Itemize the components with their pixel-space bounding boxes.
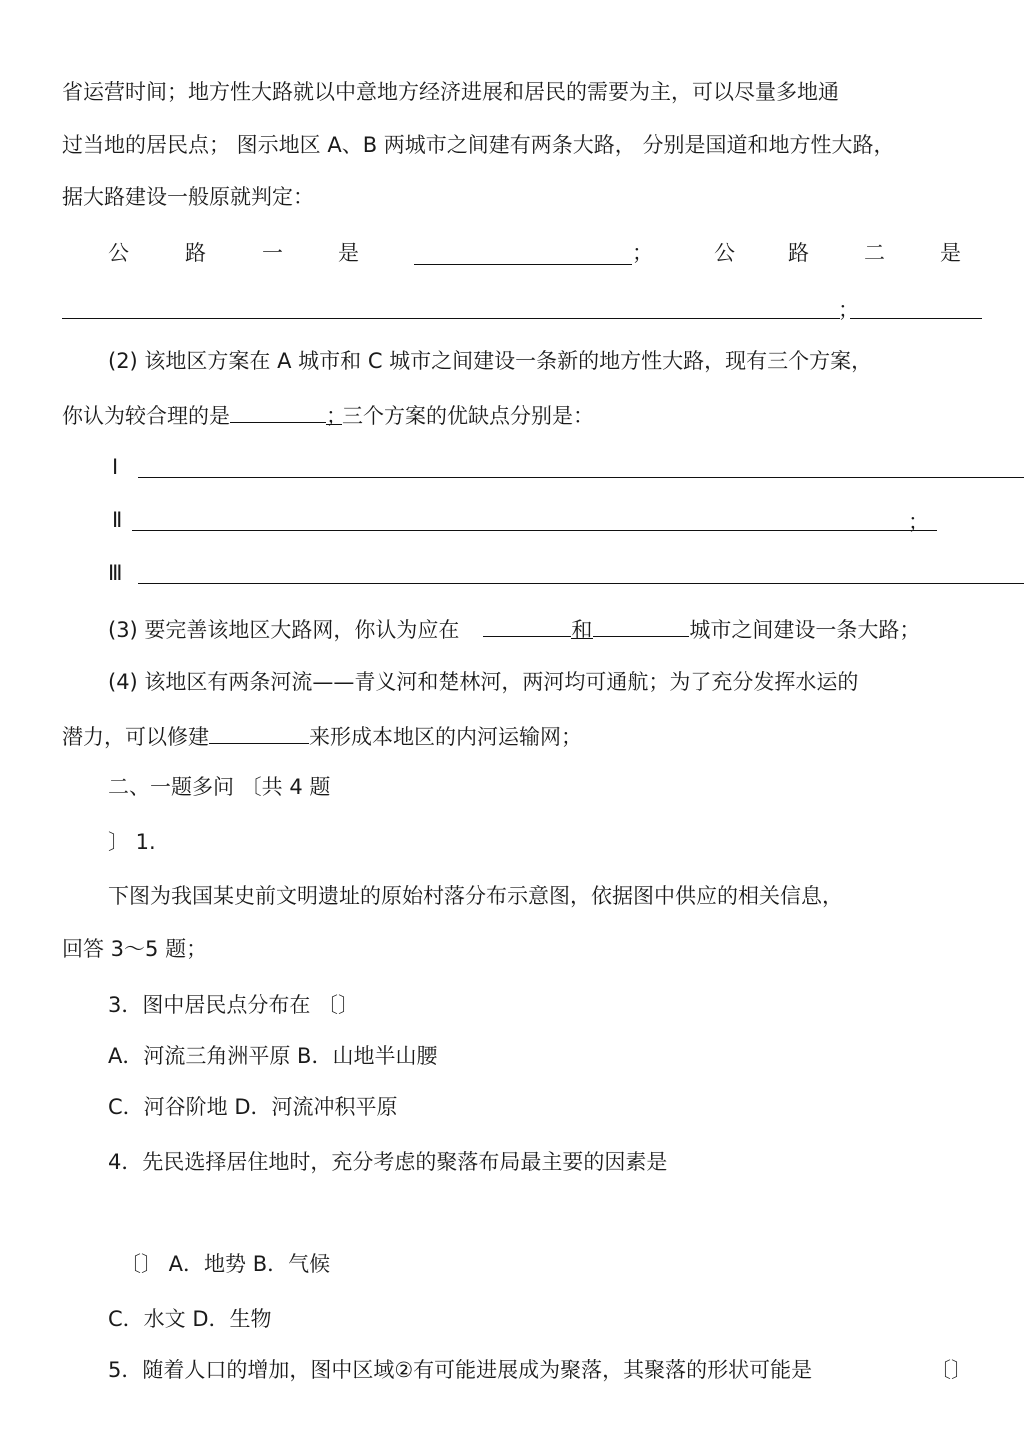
answer-blank-option-III[interactable]	[138, 583, 1024, 584]
mc-question-4: 4．先民选择居住地时，充分考虑的聚落布局最主要的因素是	[108, 1150, 668, 1174]
road1-char: 公	[108, 241, 129, 265]
question-3-suffix: 城市之间建设一条大路；	[689, 618, 921, 642]
section-subheading: 〕 1.	[108, 830, 156, 854]
answer-blank-city2[interactable]	[593, 614, 689, 637]
question-4-suffix: 来形成本地区的内河运输网；	[309, 725, 582, 749]
option-label-I: Ⅰ	[112, 455, 119, 479]
answer-blank-plan[interactable]	[230, 400, 326, 423]
answer-blank-option-II[interactable]	[132, 530, 937, 531]
question-4-line: (4) 该地区有两条河流——青义河和楚林河，两河均可通航；为了充分发挥水运的	[108, 670, 859, 694]
road1-char: 是	[338, 241, 359, 265]
option-label-II: Ⅱ	[112, 508, 123, 532]
mc-options: C．水文 D．生物	[108, 1307, 272, 1331]
answer-blank-canal[interactable]	[209, 721, 309, 744]
answer-blank-road1[interactable]	[414, 264, 632, 265]
road2-char: 是	[940, 241, 961, 265]
question-3-line	[108, 614, 920, 644]
answer-blank-road2[interactable]	[62, 318, 840, 319]
option-label-III: Ⅲ	[108, 561, 123, 585]
semicolon: ；	[908, 510, 929, 534]
semicolon: ；	[632, 241, 653, 265]
paragraph-line: 省运营时间；地方性大路就以中意地方经济进展和居民的需要为主，可以尽量多地通	[62, 80, 839, 104]
road-question-line	[0, 239, 1024, 267]
question-3-prompt: (3) 要完善该地区大路网，你认为应在	[108, 618, 460, 642]
question-2-line: (2) 该地区方案在 A 城市和 C 城市之间建设一条新的地方性大路，现有三个方案，	[108, 349, 873, 373]
paragraph-line: 过当地的居民点； 图示地区 A、B 两城市之间建有两条大路， 分别是国道和地方性大路，	[62, 133, 895, 157]
answer-blank-city1[interactable]	[483, 614, 571, 637]
mc-question-5: 5．随着人口的增加，图中区域②有可能进展成为聚落，其聚落的形状可能是	[108, 1358, 813, 1382]
question-4-prompt: 潜力，可以修建	[62, 725, 209, 749]
road2-char: 公	[714, 241, 735, 265]
road1-char: 一	[262, 241, 283, 265]
road2-char: 二	[864, 241, 885, 265]
mc-question-3: 3．图中居民点分布在 〔〕	[108, 993, 360, 1017]
answer-bracket: 〔〕	[930, 1358, 972, 1382]
intro-line: 下图为我国某史前文明遗址的原始村落分布示意图，依据图中供应的相关信息，	[108, 884, 843, 908]
question-2-prompt: 三个方案的优缺点分别是：	[342, 404, 594, 428]
mc-options: A．河流三角洲平原 B．山地半山腰	[108, 1044, 438, 1068]
road1-char: 路	[185, 241, 206, 265]
section-heading: 二、一题多问 〔共 4 题	[108, 775, 331, 799]
road2-char: 路	[788, 241, 809, 265]
question-4-line	[62, 721, 582, 751]
question-2-line	[62, 400, 594, 430]
question-3-and: 和	[571, 618, 593, 642]
mc-options: C．河谷阶地 D．河流冲积平原	[108, 1095, 398, 1119]
mc-options: 〔〕 A．地势 B．气候	[120, 1252, 331, 1276]
semicolon: ；	[838, 298, 859, 322]
answer-blank-plan-tail: ；	[326, 404, 347, 428]
question-2-prompt: 你认为较合理的是	[62, 404, 230, 428]
answer-blank-option-I[interactable]	[138, 477, 1024, 478]
answer-blank-road2-extra[interactable]	[850, 318, 982, 319]
paragraph-line: 据大路建设一般原就判定：	[62, 185, 314, 209]
intro-line: 回答 3～5 题；	[62, 937, 208, 961]
